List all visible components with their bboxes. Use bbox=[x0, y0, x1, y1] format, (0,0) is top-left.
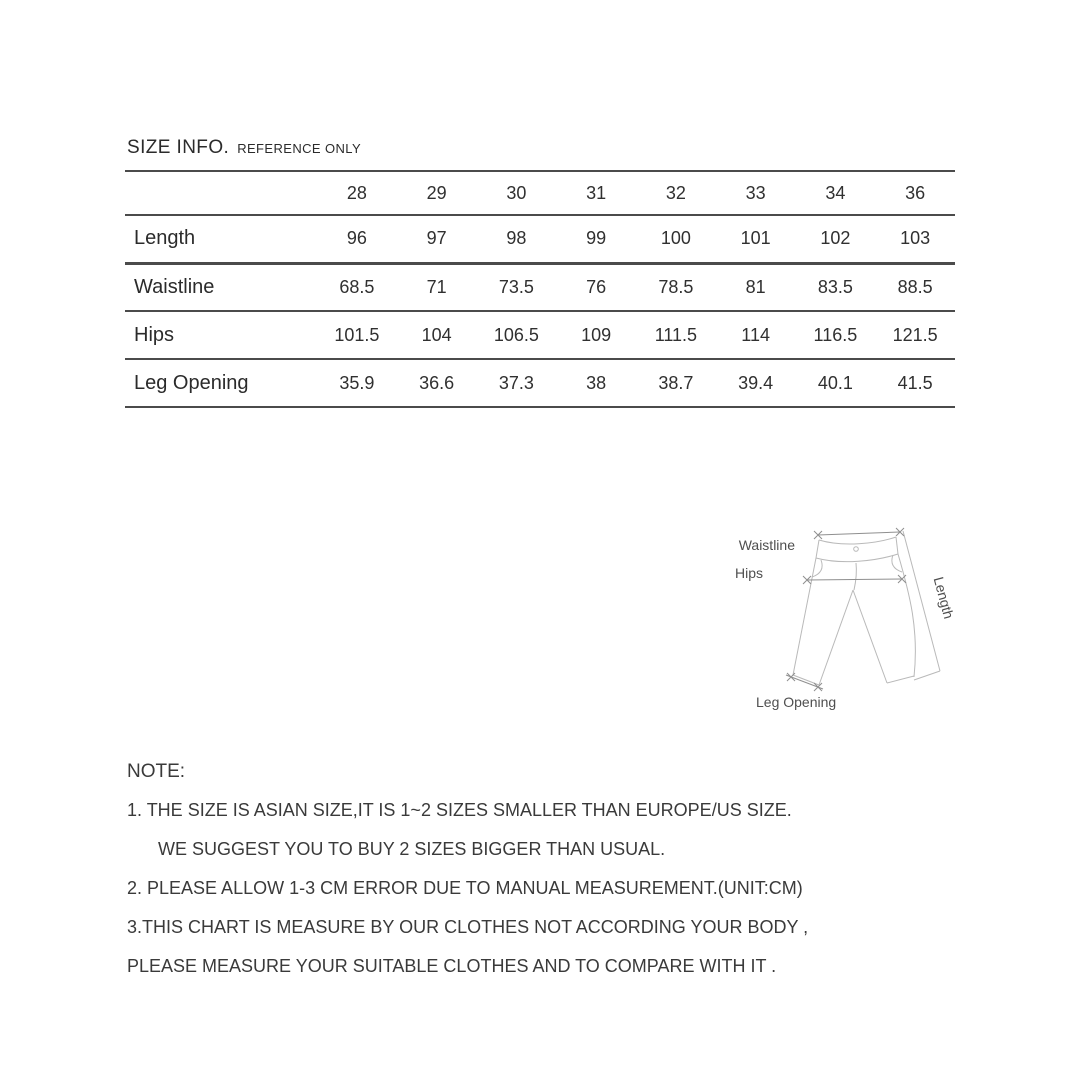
table-cell: 68.5 bbox=[339, 276, 375, 297]
table-cell: 111.5 bbox=[654, 324, 698, 345]
page-title bbox=[127, 137, 361, 159]
size-table bbox=[125, 170, 955, 408]
table-cell: 38 bbox=[586, 372, 607, 393]
table-cell: 73.5 bbox=[498, 276, 534, 297]
table-cell: 39.4 bbox=[738, 372, 774, 393]
table-cell: 76 bbox=[586, 276, 607, 297]
table-row-hips bbox=[125, 311, 955, 359]
size-column-header: 36 bbox=[905, 182, 926, 203]
table-cell: 35.9 bbox=[339, 372, 375, 393]
table-row-length bbox=[125, 215, 955, 263]
hips-label: Hips bbox=[734, 565, 763, 581]
table-cell: 71 bbox=[426, 276, 447, 297]
table-cell: 100 bbox=[660, 228, 691, 249]
table-cell: 88.5 bbox=[897, 276, 933, 297]
pants-outline bbox=[793, 531, 940, 685]
pants-diagram-svg bbox=[690, 500, 980, 720]
pants-measurement-diagram bbox=[690, 500, 980, 720]
table-cell: 97 bbox=[426, 228, 447, 249]
note-line: 2. PLEASE ALLOW 1-3 CM ERROR DUE TO MANUAL MEASUREMENT.(UNIT:CM) bbox=[127, 878, 803, 898]
notes-section bbox=[127, 752, 987, 986]
size-column-header: 32 bbox=[665, 182, 686, 203]
table-cell: 116.5 bbox=[813, 324, 858, 345]
row-label: Leg Opening bbox=[134, 371, 249, 394]
table-row-waistline bbox=[125, 263, 955, 311]
length-label: Length bbox=[930, 574, 958, 621]
table-corner-cell bbox=[125, 171, 317, 215]
table-cell: 83.5 bbox=[817, 276, 853, 297]
table-cell: 78.5 bbox=[658, 276, 694, 297]
table-cell: 106.5 bbox=[493, 324, 539, 345]
diagram-labels bbox=[735, 537, 957, 710]
reference-only-label: REFERENCE ONLY bbox=[237, 141, 362, 156]
row-label: Waistline bbox=[134, 275, 215, 298]
size-column-header: 31 bbox=[586, 182, 607, 203]
table-cell: 103 bbox=[900, 228, 931, 249]
row-label: Hips bbox=[134, 323, 175, 346]
size-column-header: 30 bbox=[506, 182, 527, 203]
table-cell: 40.1 bbox=[817, 372, 853, 393]
size-column-header: 33 bbox=[745, 182, 766, 203]
size-column-header: 28 bbox=[346, 182, 367, 203]
waistline-label: Waistline bbox=[738, 537, 795, 553]
table-row-leg-opening bbox=[125, 359, 955, 407]
table-cell: 41.5 bbox=[897, 372, 933, 393]
note-line: 3.THIS CHART IS MEASURE BY OUR CLOTHES NOT ACCORDING YOUR BODY , bbox=[127, 917, 809, 937]
note-heading: NOTE: bbox=[127, 761, 186, 782]
table-cell: 96 bbox=[346, 228, 367, 249]
size-column-header: 29 bbox=[426, 182, 447, 203]
table-cell: 104 bbox=[421, 324, 452, 345]
table-cell: 121.5 bbox=[892, 324, 938, 345]
table-cell: 98 bbox=[506, 228, 527, 249]
table-cell: 99 bbox=[586, 228, 607, 249]
table-cell: 36.6 bbox=[419, 372, 455, 393]
table-cell: 37.3 bbox=[498, 372, 534, 393]
leg-opening-label: Leg Opening bbox=[756, 694, 837, 710]
table-cell: 101.5 bbox=[334, 324, 380, 345]
note-line: WE SUGGEST YOU TO BUY 2 SIZES BIGGER THAN USUAL. bbox=[158, 839, 666, 859]
size-info-title: SIZE INFO. bbox=[127, 137, 230, 158]
table-cell: 114 bbox=[741, 324, 770, 345]
size-column-header: 34 bbox=[825, 182, 846, 203]
table-cell: 109 bbox=[581, 324, 612, 345]
size-table-header-row bbox=[125, 171, 955, 215]
row-label: Length bbox=[134, 227, 196, 250]
note-line: PLEASE MEASURE YOUR SUITABLE CLOTHES AND TO COMPARE WITH IT . bbox=[127, 956, 777, 976]
table-cell: 101 bbox=[740, 228, 771, 249]
table-cell: 102 bbox=[820, 228, 851, 249]
table-cell: 81 bbox=[745, 276, 766, 297]
table-cell: 38.7 bbox=[658, 372, 694, 393]
note-line: 1. THE SIZE IS ASIAN SIZE,IT IS 1~2 SIZES SMALLER THAN EUROPE/US SIZE. bbox=[127, 800, 792, 820]
